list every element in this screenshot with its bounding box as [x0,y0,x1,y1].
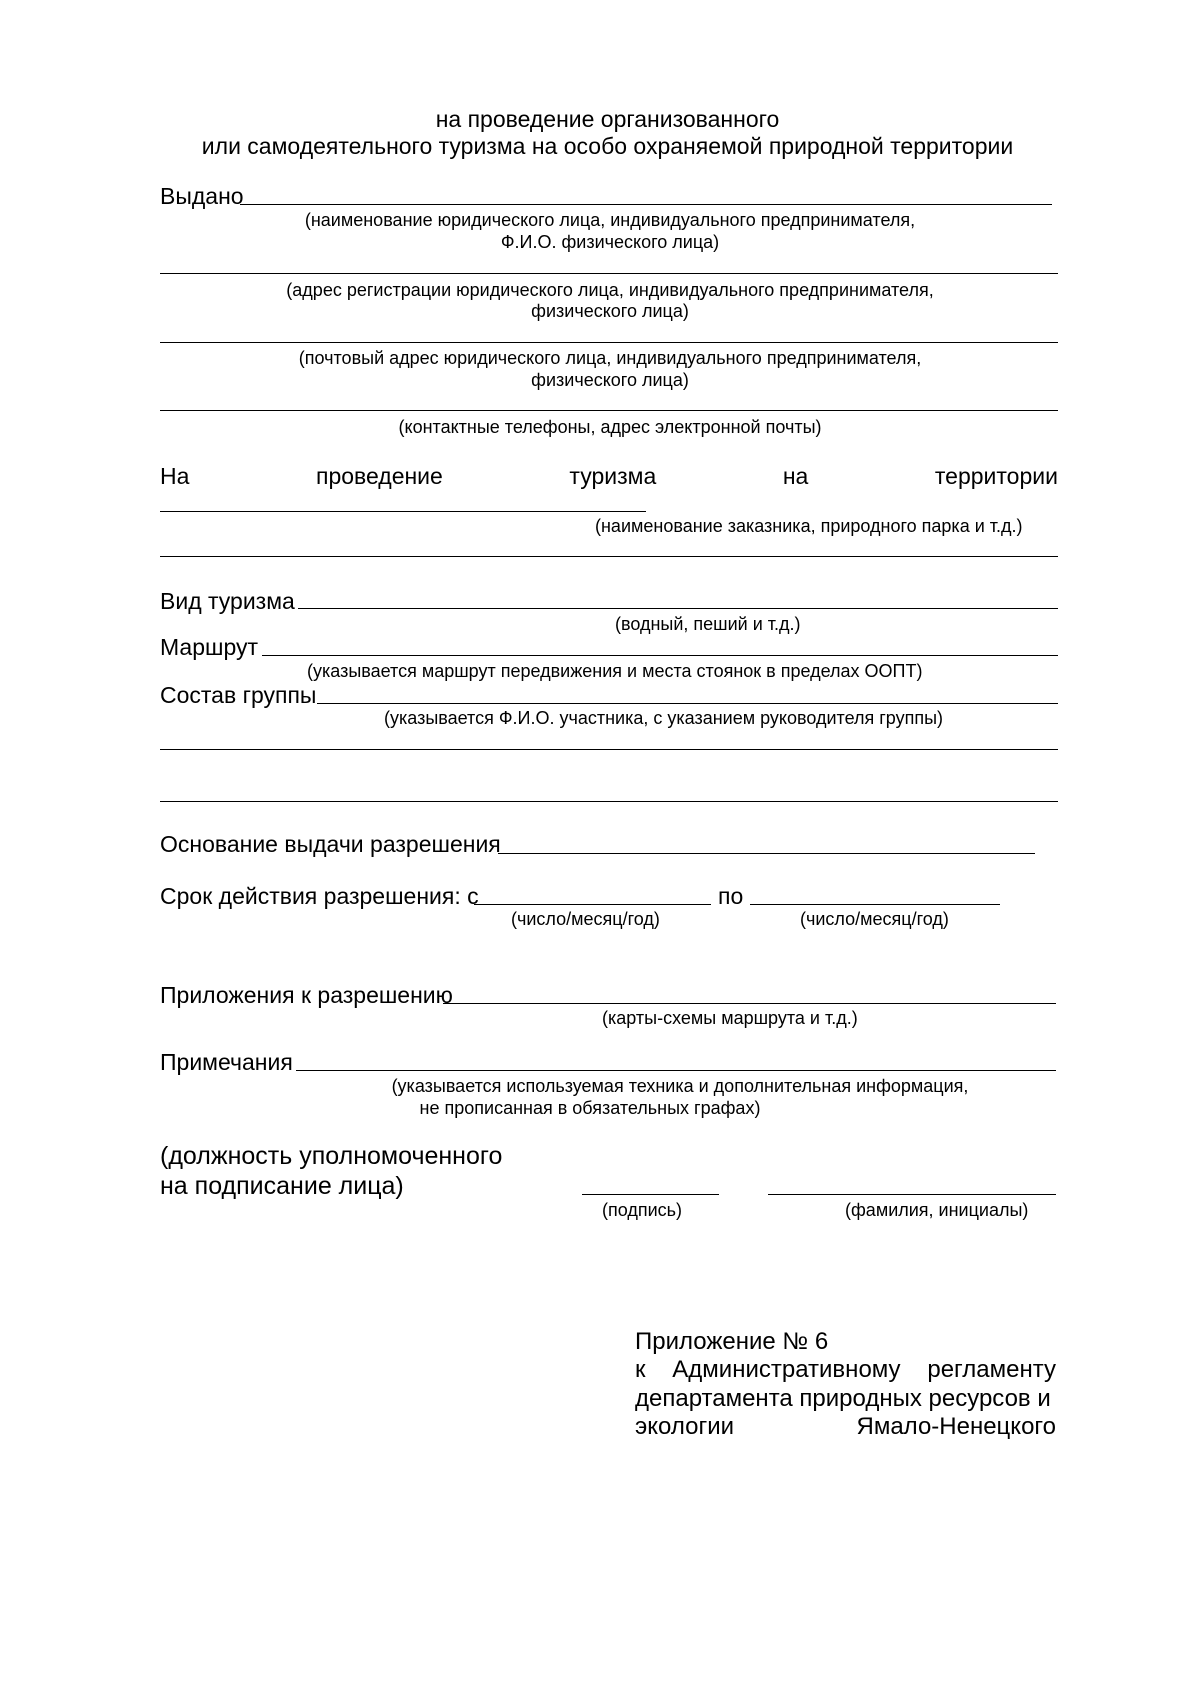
appendix-line-3: департамента природных ресурсов и [635,1385,1051,1412]
territory-sentence [160,462,1058,490]
route-label: Маршрут [160,634,259,660]
appendix-line-4 [635,1412,1056,1442]
validity-label: Срок действия разрешения: с [160,883,479,909]
appendix-line-2-word-3: регламенту [927,1356,1056,1383]
validity-from-hint: (число/месяц/год) [511,909,660,929]
route-hint: (указывается маршрут передвижения и места стоянок в пределах ООПТ) [307,661,923,681]
appendix-line-4-word-1: экологии [635,1413,735,1440]
header-line-2: или самодеятельного туризма на особо охраняемой природной территории [201,133,1014,159]
signature-line[interactable] [582,1194,719,1195]
tourism-type-hint: (водный, пеший и т.д.) [615,614,801,634]
notes-line[interactable] [296,1070,1056,1071]
registration-address-line[interactable] [160,273,1058,274]
territory-word-2: проведение [315,463,443,489]
issued-hint-4: (контактные телефоны, адрес электронной почты) [398,417,822,437]
name-initials-line[interactable] [768,1194,1056,1195]
validity-to-label: по [718,883,744,909]
territory-name-line[interactable] [160,511,646,512]
issued-label: Выдано [160,183,244,209]
validity-to-line[interactable] [750,904,1000,905]
signature-hint: (подпись) [602,1200,683,1220]
position-line-2: на подписание лица) [160,1172,404,1200]
group-line[interactable] [317,703,1058,704]
territory-word-5: территории [934,463,1058,489]
contacts-line[interactable] [160,410,1058,411]
appendix-line-2 [635,1355,1056,1385]
tourism-type-line[interactable] [298,608,1058,609]
group-extra-line-2[interactable] [160,801,1058,802]
appendix-line-2-word-2: Административному [672,1356,901,1383]
notes-hint-2: не прописанная в обязательных графах) [419,1098,761,1118]
issued-hint-3a: (почтовый адрес юридического лица, индивидуального предпринимателя, [298,348,922,368]
notes-hint-1: (указывается используемая техника и дополнительная информация, [391,1076,969,1096]
territory-word-4: на [782,463,809,489]
attachments-line[interactable] [443,1003,1056,1004]
postal-address-line[interactable] [160,342,1058,343]
header-line-1: на проведение организованного [435,106,780,132]
appendix-line-2-word-1: к [635,1356,646,1383]
territory-word-3: туризма [569,463,657,489]
validity-from-line[interactable] [474,904,711,905]
appendix-title: Приложение № 6 [635,1328,829,1355]
name-initials-hint: (фамилия, инициалы) [845,1200,1029,1220]
issued-name-line[interactable] [240,204,1052,205]
territory-word-1: На [160,463,190,489]
group-label: Состав группы [160,682,317,708]
issued-hint-1a: (наименование юридического лица, индивидуального предпринимателя, [304,210,916,230]
issued-hint-1b: Ф.И.О. физического лица) [500,232,720,252]
attachments-hint: (карты-схемы маршрута и т.д.) [602,1008,858,1028]
notes-label: Примечания [160,1049,293,1075]
appendix-line-4-word-2: Ямало-Ненецкого [856,1413,1056,1440]
group-extra-line-1[interactable] [160,749,1058,750]
route-line[interactable] [262,655,1058,656]
validity-to-hint: (число/месяц/год) [800,909,949,929]
issued-hint-2b: физического лица) [531,301,689,321]
territory-extra-line[interactable] [160,556,1058,557]
attachments-label: Приложения к разрешению [160,982,453,1008]
issued-hint-2a: (адрес регистрации юридического лица, индивидуального предпринимателя, [286,280,934,300]
issued-hint-3b: физического лица) [531,370,689,390]
basis-label: Основание выдачи разрешения [160,831,501,857]
tourism-type-label: Вид туризма [160,588,295,614]
group-hint: (указывается Ф.И.О. участника, с указанием руководителя группы) [384,708,944,728]
basis-line[interactable] [498,853,1035,854]
territory-hint: (наименование заказника, природного парка и т.д.) [595,516,1023,536]
position-line-1: (должность уполномоченного [160,1142,503,1170]
